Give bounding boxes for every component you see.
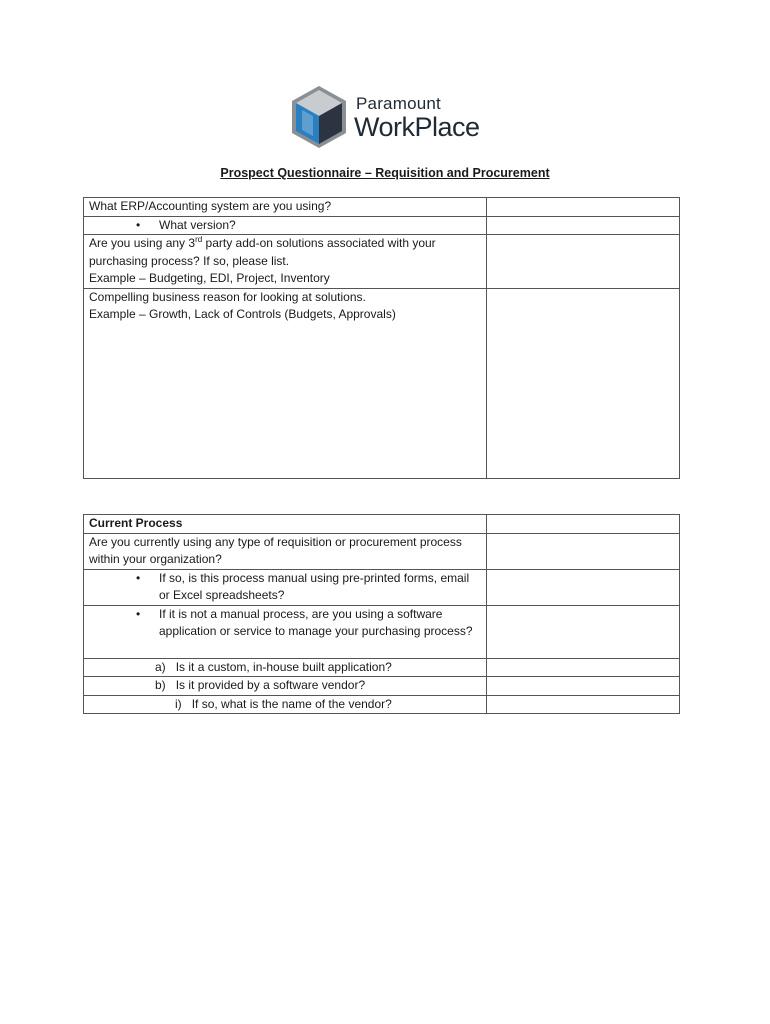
question-cell [84, 216, 487, 235]
answer-cell-vendor-name[interactable] [487, 695, 680, 714]
table-row [84, 216, 680, 235]
answer-cell-erp-system[interactable] [487, 198, 680, 217]
question-vendor-name: i) If so, what is the name of the vendor? [175, 696, 392, 711]
question-cell [84, 515, 487, 534]
question-cell [84, 235, 487, 289]
answer-cell-business-reason[interactable] [487, 288, 680, 478]
question-cell [84, 605, 487, 658]
current-process-table [83, 514, 680, 714]
question-software-application: • If it is not a manual process, are you using a software application or service to manage your purchasing process? [89, 606, 481, 641]
question-cell [84, 695, 487, 714]
question-cell [84, 677, 487, 696]
question-erp-system: What ERP/Accounting system are you using? [89, 199, 332, 213]
question-add-on-solutions: Are you using any 3rd party add-on solutions associated with your purchasing process? If so, please list. [89, 235, 436, 268]
question-software-vendor: b) Is it provided by a software vendor? [155, 678, 366, 692]
table-row [84, 569, 680, 605]
erp-questions-table [83, 197, 680, 479]
answer-cell-software-vendor[interactable] [487, 677, 680, 696]
paramount-workplace-logo [288, 84, 488, 150]
page-title: Prospect Questionnaire – Requisition and Procurement [220, 166, 550, 180]
answer-cell-custom-application[interactable] [487, 658, 680, 677]
question-cell [84, 288, 487, 478]
cube-logo-icon [288, 84, 350, 150]
table-row [84, 658, 680, 677]
answer-cell-header[interactable] [487, 515, 680, 534]
question-custom-application: a) Is it a custom, in-house built application? [155, 659, 392, 674]
table-row [84, 695, 680, 714]
table-row [84, 677, 680, 696]
example-add-on-solutions: Example – Budgeting, EDI, Project, Inventory [89, 271, 330, 285]
section-header-current-process: Current Process [89, 516, 183, 530]
table-row [84, 198, 680, 217]
question-version: • What version? [89, 217, 481, 235]
question-business-reason: Compelling business reason for looking at solutions. [89, 289, 366, 304]
question-requisition-process: Are you currently using any type of requisition or procurement process within your organization? [89, 534, 462, 566]
answer-cell-version[interactable] [487, 216, 680, 235]
logo-text-workplace: WorkPlace [354, 112, 480, 142]
question-manual-process: • If so, is this process manual using pre-printed forms, email or Excel spreadsheets? [89, 570, 481, 605]
question-cell [84, 533, 487, 569]
table-row [84, 533, 680, 569]
logo-text-paramount: Paramount [356, 94, 441, 113]
table-row [84, 288, 680, 478]
example-business-reason: Example – Growth, Lack of Controls (Budgets, Approvals) [89, 307, 396, 321]
answer-cell-manual-process[interactable] [487, 569, 680, 605]
table-row [84, 605, 680, 658]
question-cell [84, 658, 487, 677]
answer-cell-requisition-process[interactable] [487, 533, 680, 569]
answer-cell-add-on-solutions[interactable] [487, 235, 680, 289]
table-row [84, 235, 680, 289]
answer-cell-software-application[interactable] [487, 605, 680, 658]
question-cell [84, 198, 487, 217]
table-row [84, 515, 680, 534]
question-cell [84, 569, 487, 605]
